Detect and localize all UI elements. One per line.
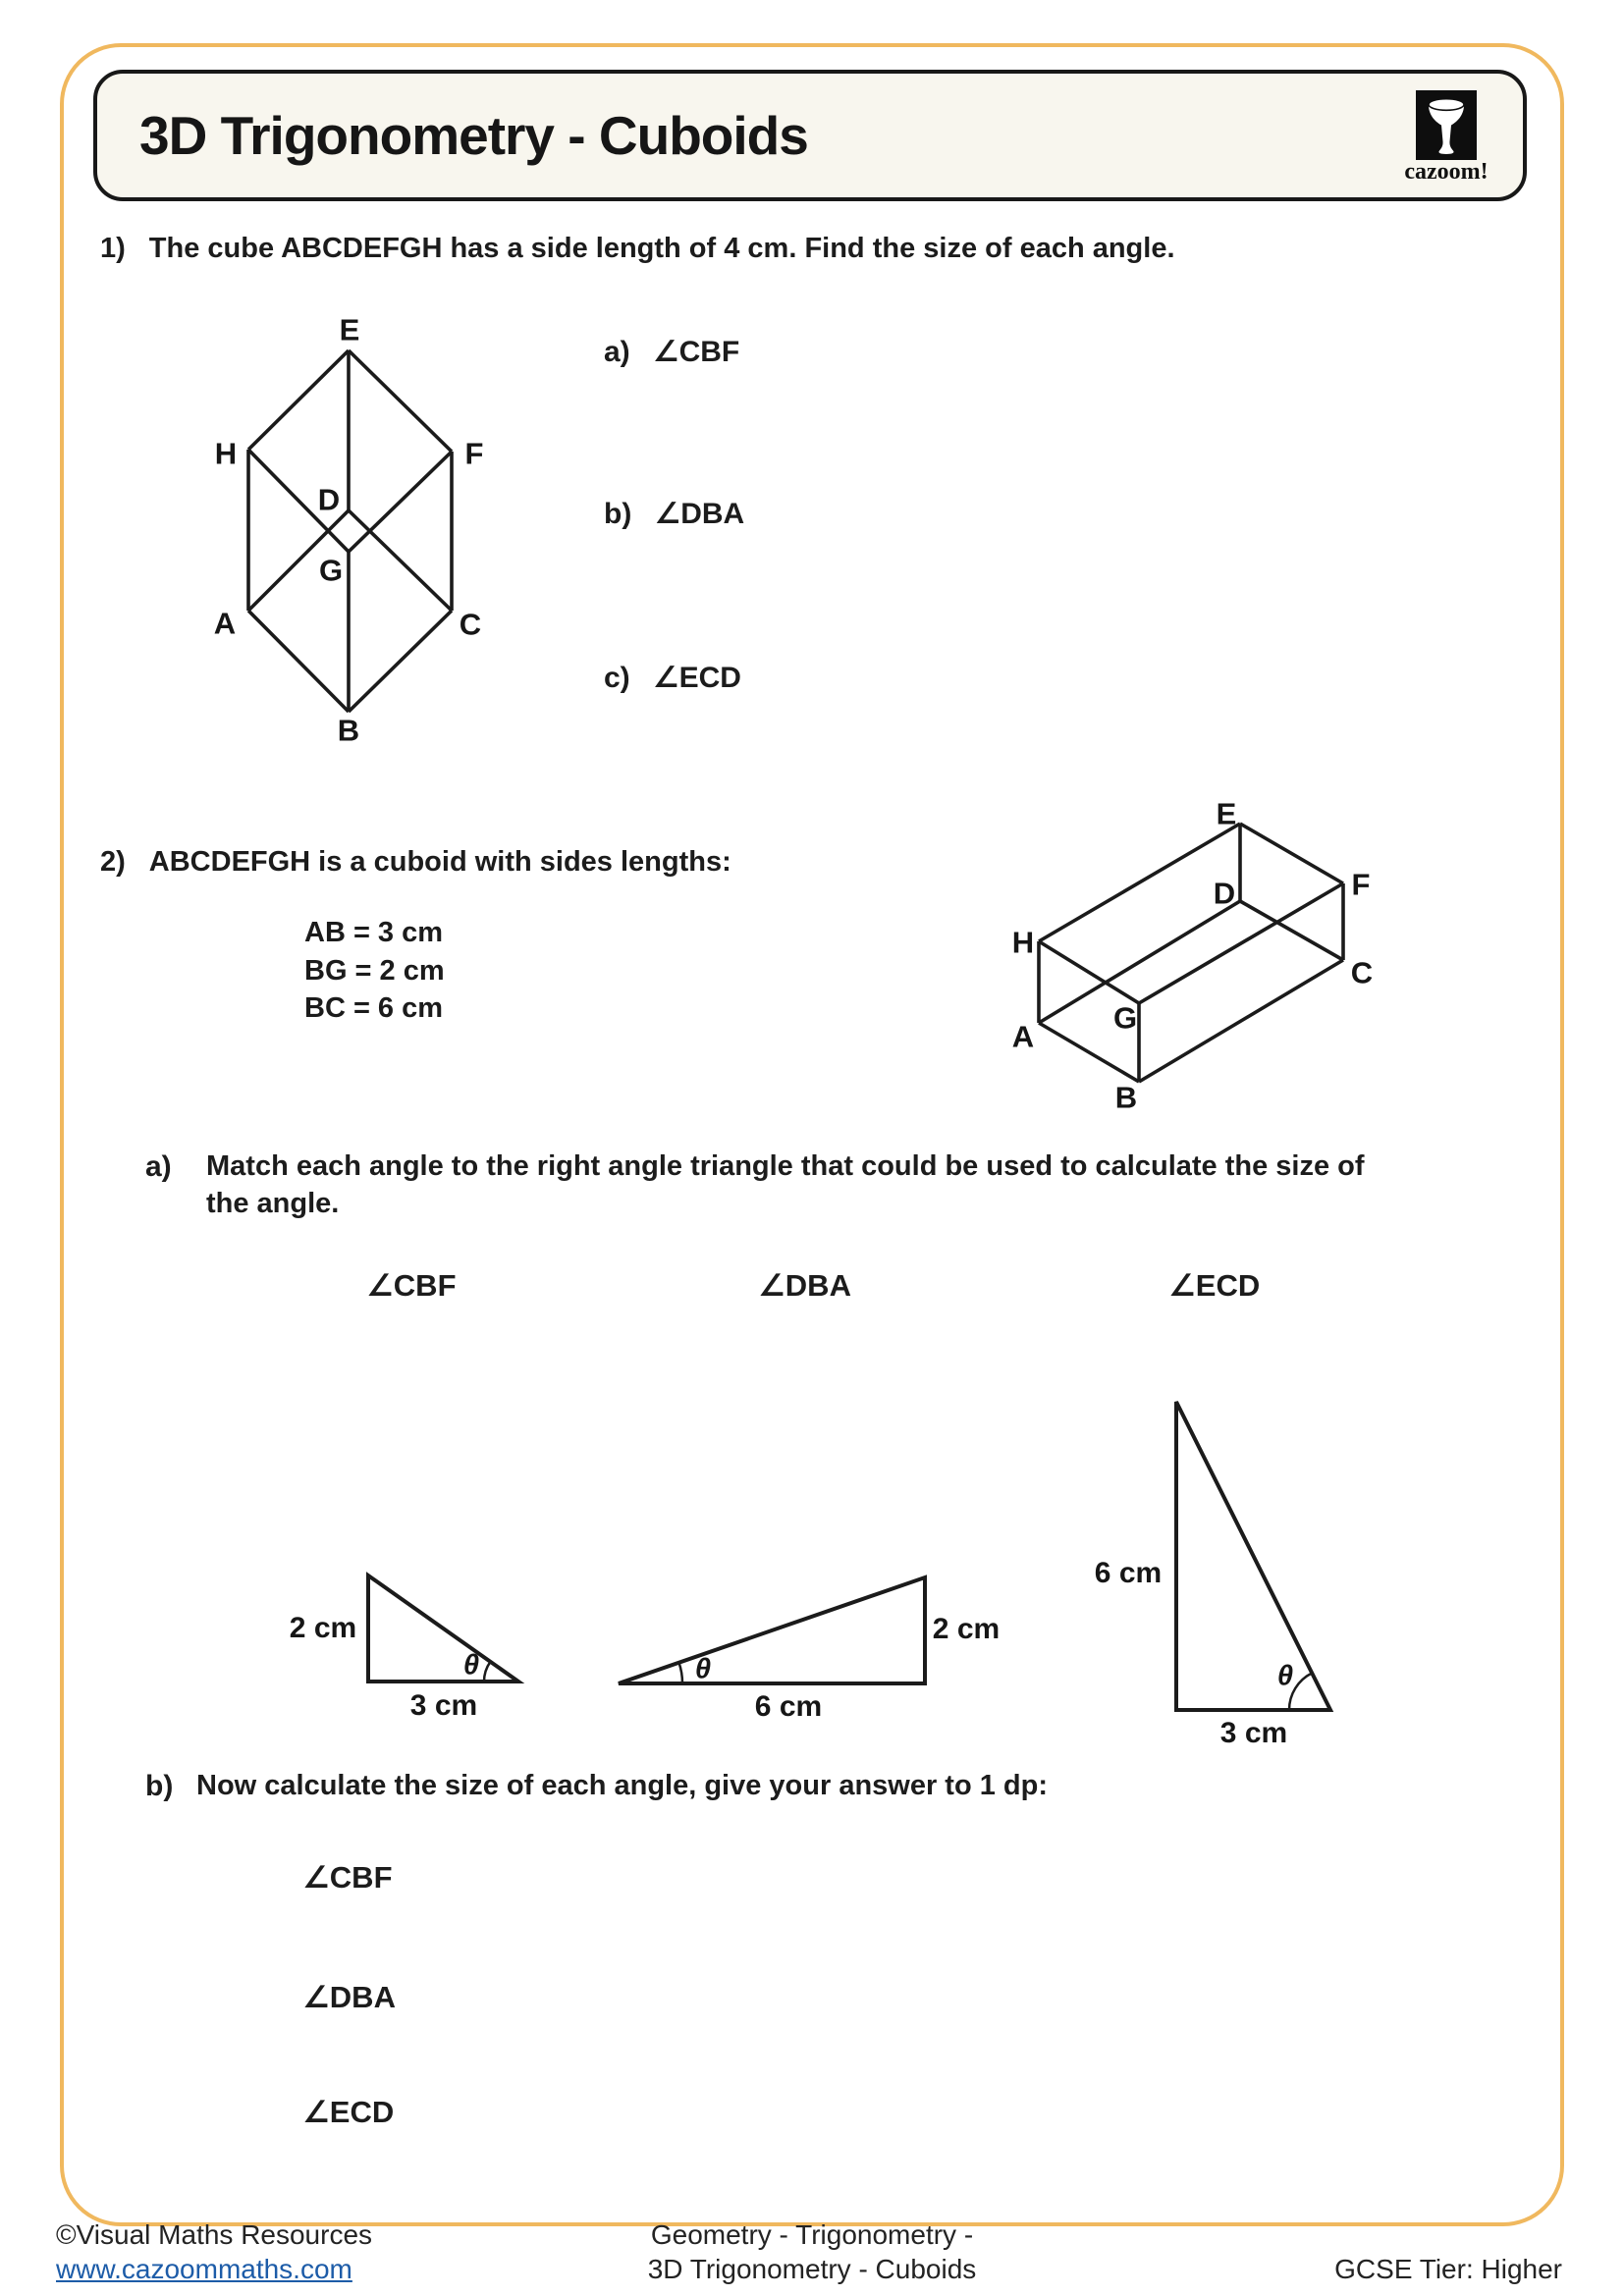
- q2-part-b-label: b): [145, 1770, 174, 1802]
- calc-angle-ecd: ∠ECD: [302, 2095, 395, 2129]
- cube-vertex-label-D: D: [317, 482, 341, 517]
- triangle-2-angle-arc: [679, 1663, 683, 1683]
- match-angle-ecd: ∠ECD: [1168, 1268, 1261, 1303]
- question-1-number: 1): [100, 233, 126, 264]
- cuboid-vertex-label-D: D: [1213, 876, 1236, 911]
- question-2-number: 2): [100, 846, 126, 878]
- q2-part-a-line1: Match each angle to the right angle triangle that could be used to calculate the size of: [206, 1150, 1365, 1182]
- cuboid-vertex-label-B: B: [1114, 1080, 1138, 1115]
- side-length-bc: BC = 6 cm: [304, 992, 444, 1024]
- page-title: 3D Trigonometry - Cuboids: [139, 105, 808, 166]
- cube-vertex-label-C: C: [459, 607, 482, 642]
- cuboid-vertex-label-E: E: [1216, 796, 1237, 831]
- cuboid-vertex-label-G: G: [1112, 1000, 1138, 1036]
- q2-part-b-prompt: Now calculate the size of each angle, give your answer to 1 dp:: [196, 1770, 1049, 1801]
- side-length-ab: AB = 3 cm: [304, 917, 444, 948]
- q1-part-c-label: c): [604, 662, 630, 694]
- q2-side-lengths: [304, 914, 445, 1028]
- cube-vertex-label-H: H: [214, 436, 238, 471]
- cuboid-vertex-label-H: H: [1011, 925, 1035, 960]
- footer-topic-line1: Geometry - Trigonometry -: [650, 2219, 974, 2250]
- triangle-2: [619, 1577, 925, 1683]
- side-length-bg: BG = 2 cm: [304, 954, 445, 987]
- question-1-text: The cube ABCDEFGH has a side length of 4 cm. Find the size of each angle.: [148, 233, 1175, 264]
- q2-part-a-line2: the angle.: [206, 1188, 340, 1219]
- q1-part-b-angle: ∠DBA: [654, 498, 745, 530]
- triangle-2-theta: θ: [694, 1653, 712, 1685]
- triangle-1: [368, 1575, 518, 1682]
- cube-diagram: [248, 350, 452, 712]
- triangle-1-height-label: 2 cm: [289, 1612, 357, 1644]
- triangle-1-theta: θ: [462, 1649, 480, 1682]
- footer-topic-line2: 3D Trigonometry - Cuboids: [647, 2254, 977, 2284]
- cube-vertex-label-F: F: [464, 436, 484, 471]
- triangle-2-height-label: 2 cm: [932, 1613, 1001, 1645]
- footer-website-link[interactable]: www.cazoommaths.com: [56, 2254, 352, 2284]
- cuboid-vertex-label-A: A: [1011, 1019, 1035, 1054]
- calc-angle-cbf: ∠CBF: [302, 1860, 393, 1895]
- q1-part-b-label: b): [604, 498, 632, 530]
- cube-vertex-label-A: A: [213, 606, 237, 641]
- cuboid-vertex-label-F: F: [1351, 867, 1371, 902]
- triangle-3-base-label: 3 cm: [1219, 1717, 1288, 1749]
- cube-vertex-label-E: E: [339, 312, 360, 347]
- triangle-2-base-label: 6 cm: [754, 1690, 823, 1723]
- triangle-1-angle-arc: [484, 1662, 490, 1682]
- match-angle-cbf: ∠CBF: [366, 1268, 457, 1303]
- q2-part-a-label: a): [145, 1150, 172, 1183]
- triangle-3-theta: θ: [1276, 1660, 1294, 1692]
- cazoom-logo-text: cazoom!: [1404, 159, 1489, 185]
- q1-part-c-angle: ∠ECD: [652, 662, 741, 694]
- footer-copyright: ©Visual Maths Resources: [56, 2219, 373, 2250]
- match-angle-dba: ∠DBA: [758, 1268, 851, 1303]
- q1-part-a-label: a): [604, 336, 630, 368]
- question-2-text: ABCDEFGH is a cuboid with sides lengths:: [148, 846, 731, 878]
- calc-angle-dba: ∠DBA: [302, 1980, 396, 2014]
- question-2-prompt: [100, 846, 731, 879]
- cube-vertex-label-G: G: [318, 553, 344, 588]
- triangle-3-height-label: 6 cm: [1094, 1557, 1163, 1589]
- triangle-3: [1176, 1402, 1330, 1710]
- cuboid-vertex-label-C: C: [1350, 955, 1374, 990]
- footer-tier: GCSE Tier: Higher: [1334, 2254, 1562, 2284]
- cuboid-diagram: [1039, 824, 1343, 1082]
- triangle-1-base-label: 3 cm: [409, 1689, 478, 1722]
- cube-vertex-label-B: B: [337, 713, 360, 748]
- q1-part-a-angle: ∠CBF: [652, 336, 740, 368]
